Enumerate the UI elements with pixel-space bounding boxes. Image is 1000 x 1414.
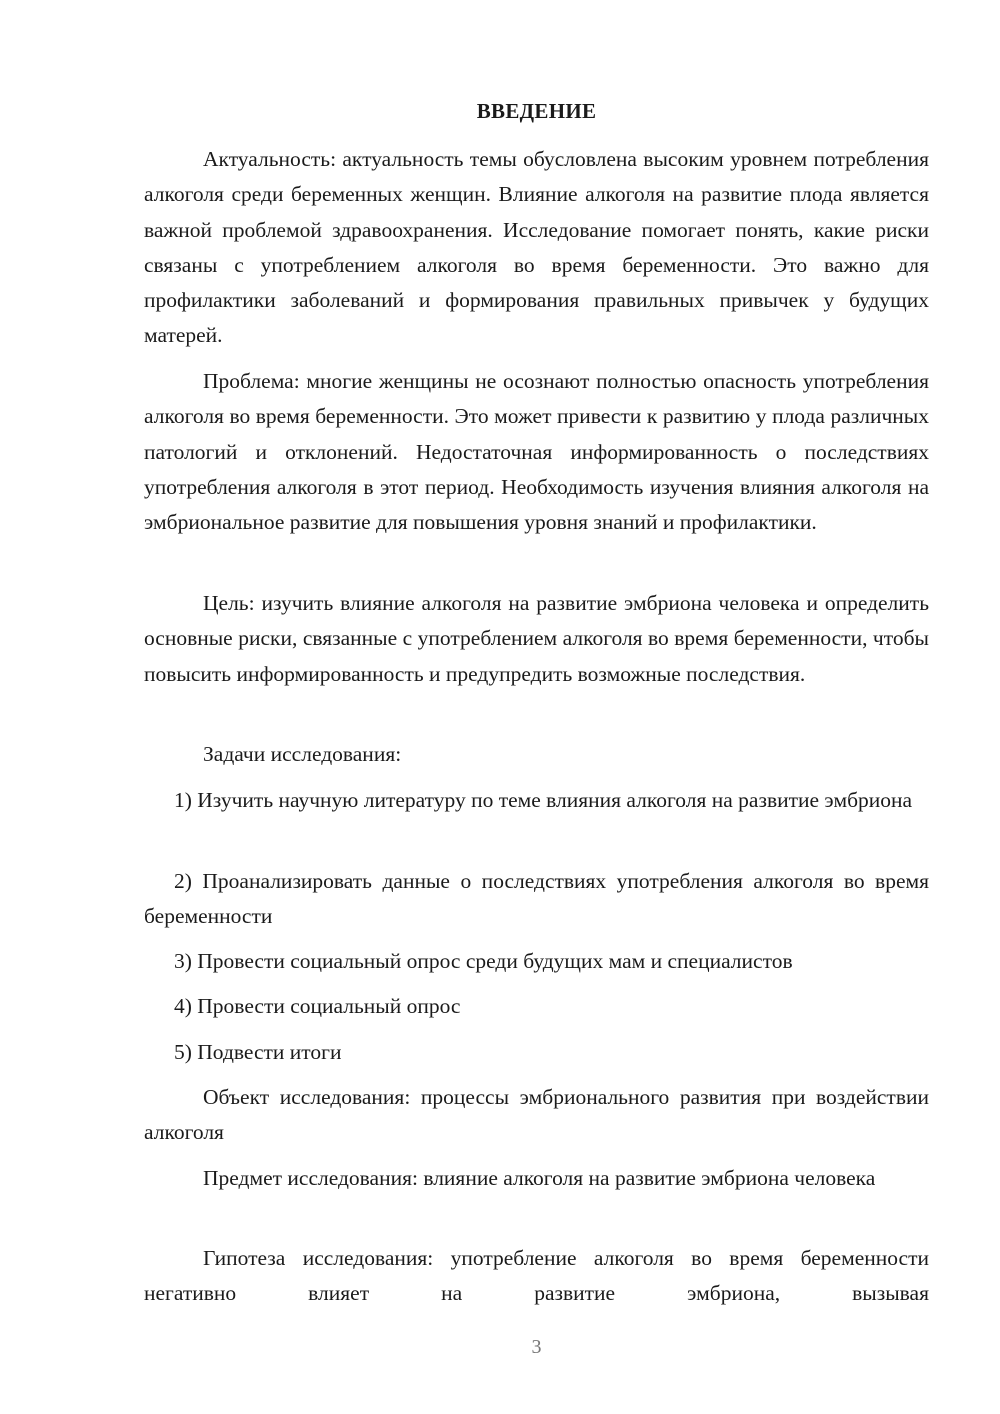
task-item-1: 1) Изучить научную литературу по теме влияния алкоголя на развитие эмбриона (174, 788, 913, 812)
task-item-3: 3) Провести социальный опрос среди будущих мам и специалистов (174, 949, 793, 973)
problem-paragraph: Проблема: многие женщины не осознают полностью опасность употребления алкоголя во время беременности. Это может привести к развитию у плода различных патологий и отклонений. Недостаточная информированность о последствиях употребления алкоголя в этот период. Необходимость изучения влияния алкоголя на эмбриональное развитие для повышения уровня знаний и профилактики. (144, 369, 929, 535)
page-number: 3 (531, 1336, 542, 1358)
hypothesis-paragraph: Гипотеза исследования: употребление алкоголя во время беременности негативно влияет на развитие эмбриона, вызывая (144, 1246, 929, 1306)
object-paragraph: Объект исследования: процессы эмбрионального развития при воздействии алкоголя (144, 1085, 929, 1145)
task-item-4: 4) Провести социальный опрос (174, 994, 461, 1018)
goal-paragraph: Цель: изучить влияние алкоголя на развитие эмбриона человека и определить основные риски, связанные с употреблением алкоголя во время беременности, чтобы повысить информированность и предупредить возможные последствия. (144, 591, 929, 686)
relevance-paragraph: Актуальность: актуальность темы обусловлена высоким уровнем потребления алкоголя среди беременных женщин. Влияние алкоголя на развитие плода является важной проблемой здравоохранения. Исследование помогает понять, какие риски связаны с употреблением алкоголя во время беременности. Это важно для профилактики заболеваний и формирования правильных привычек у будущих матерей. (144, 147, 929, 348)
tasks-heading: Задачи исследования: (203, 742, 402, 766)
task-item-5: 5) Подвести итоги (174, 1040, 342, 1064)
subject-paragraph: Предмет исследования: влияние алкоголя на развитие эмбриона человека (203, 1166, 876, 1190)
section-heading: ВВЕДЕНИЕ (476, 99, 597, 123)
task-item-2: 2) Проанализировать данные о последствиях употребления алкоголя во время беременности (144, 869, 929, 929)
